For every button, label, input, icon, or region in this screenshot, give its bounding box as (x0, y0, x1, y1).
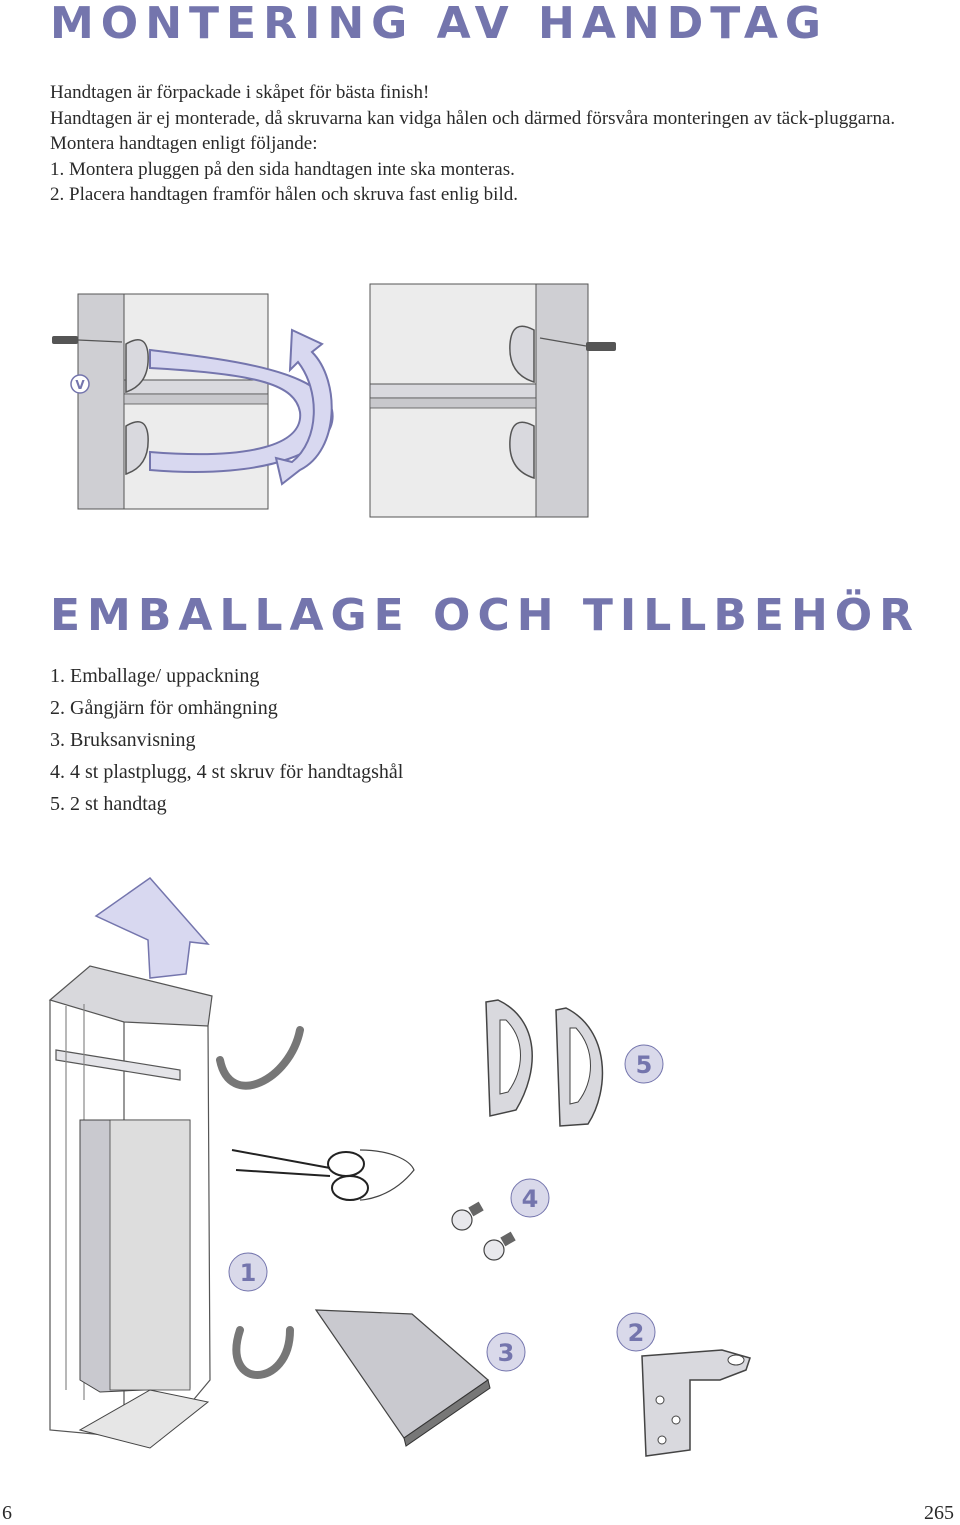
page-number-left: 6 (2, 1502, 12, 1524)
handle-pair-illustration (486, 1000, 602, 1126)
svg-text:4: 4 (521, 1185, 539, 1213)
scissors-icon (232, 1150, 414, 1200)
callout-badge-3 (487, 1333, 525, 1371)
user-manual-icon (316, 1310, 490, 1446)
page-number-right: 265 (924, 1502, 954, 1524)
mounting-instructions (50, 80, 920, 208)
handle-mounting-illustration (0, 280, 960, 520)
instruction-line: Handtagen är förpackade i skåpet för bästa finish! (50, 82, 430, 103)
marker-v-badge (71, 375, 89, 393)
fridge-in-box-illustration (80, 1120, 208, 1448)
list-item: 4. 4 st plastplugg, 4 st skruv för handtagshål (50, 761, 404, 783)
screw-plug-icon (452, 1202, 484, 1230)
svg-text:3: 3 (497, 1339, 515, 1367)
section-title-packaging: EMBALLAGE OCH TILLBEHÖR (50, 590, 921, 641)
hinge-icon (642, 1350, 750, 1456)
lift-up-arrow-icon (96, 878, 208, 978)
svg-text:5: 5 (635, 1051, 653, 1079)
strap-icon (236, 1330, 290, 1375)
instruction-step-1: 1. Montera pluggen på den sida handtagen inte ska monteras. (50, 158, 515, 180)
callout-badge-5 (625, 1045, 663, 1083)
callout-badge-4 (511, 1179, 549, 1217)
screw-plug-icon (484, 1232, 516, 1260)
svg-text:2: 2 (627, 1319, 645, 1347)
list-item: 1. Emballage/ uppackning (50, 665, 260, 687)
section-title-handle-mounting: MONTERING AV HANDTAG (50, 0, 829, 49)
callout-badge-2 (617, 1313, 655, 1351)
instruction-step-2: 2. Placera handtagen framför hålen och skruva fast enlig bild. (50, 184, 518, 205)
svg-text:1: 1 (239, 1259, 257, 1287)
instruction-line: Montera handtagen enligt följande: (50, 133, 318, 154)
marker-v-label: V (75, 378, 85, 392)
callout-badge-1 (229, 1253, 267, 1291)
strap-icon (220, 1030, 300, 1086)
list-item: 3. Bruksanvisning (50, 729, 196, 751)
fridge-right-illustration (370, 284, 588, 517)
list-item: 2. Gångjärn för omhängning (50, 697, 278, 719)
list-item: 5. 2 st handtag (50, 793, 167, 815)
fridge-left-illustration (78, 294, 268, 509)
packaging-illustration (0, 870, 960, 1490)
instruction-line: Handtagen är ej monterade, då skruvarna kan vidga hålen och därmed försvåra monteringen av täck-pluggarna. (50, 107, 896, 129)
accessories-list (50, 660, 920, 820)
